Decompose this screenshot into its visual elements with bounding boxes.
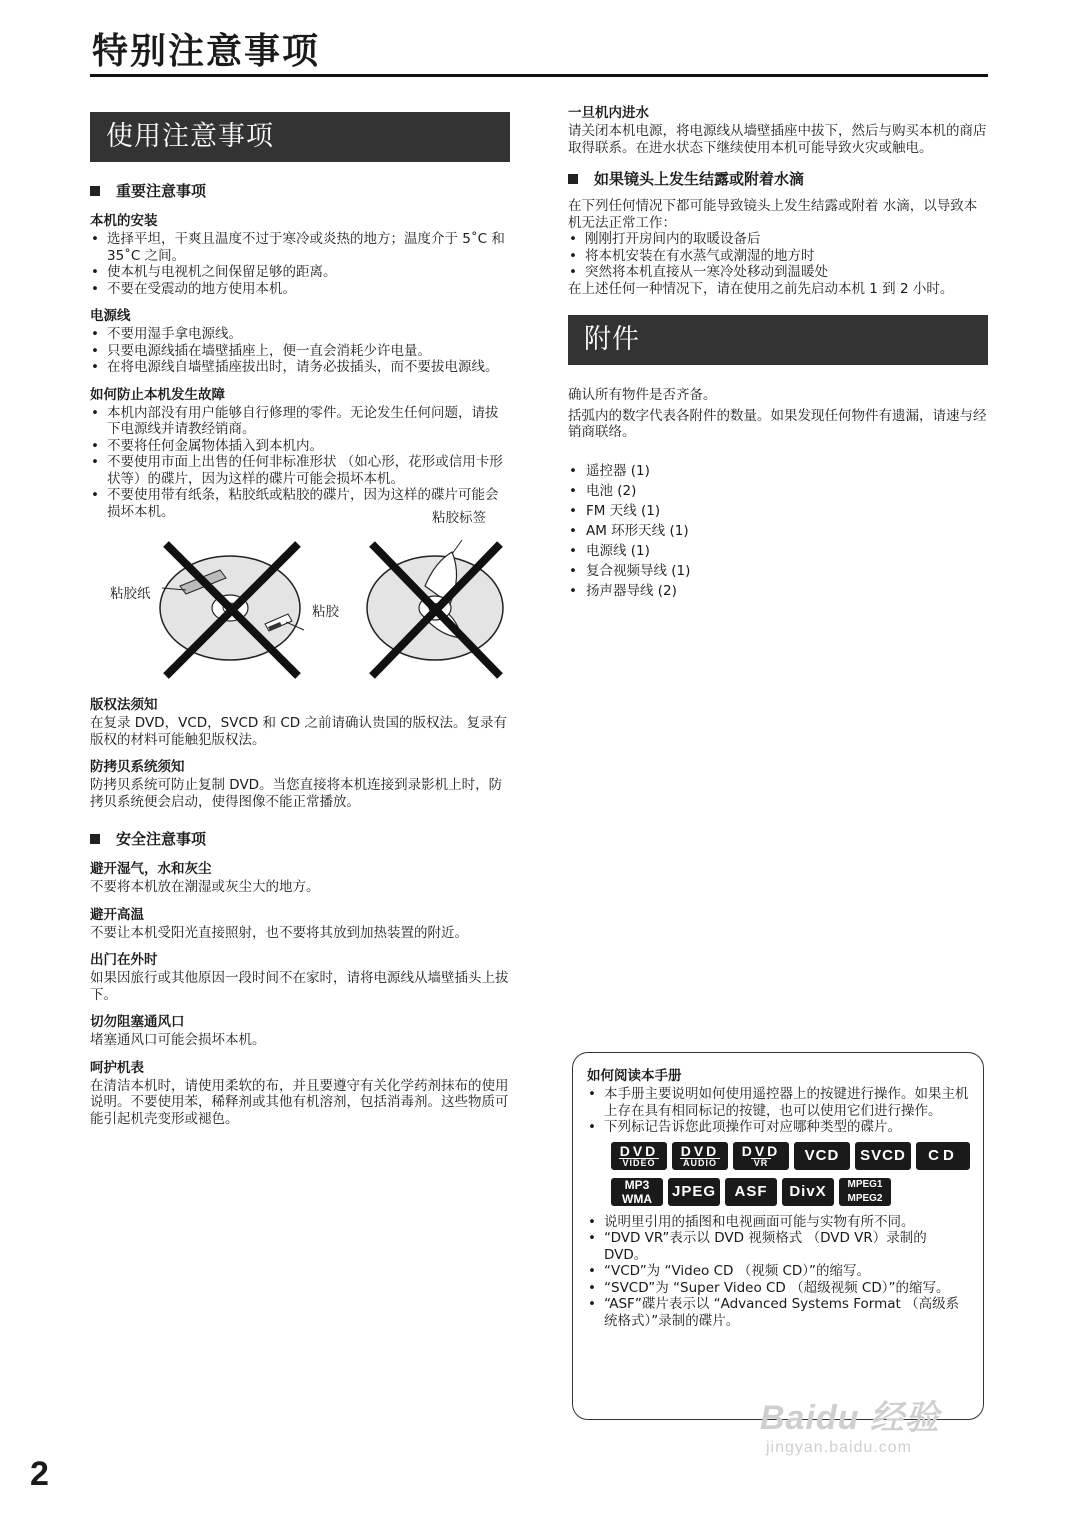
list-item: • 电池 (2) (568, 481, 988, 501)
heading-heat: 避开高温 (90, 906, 144, 923)
list-item: • “SVCD”为 “Super Video CD （超级视频 CD）”的缩写。 (587, 1280, 971, 1297)
square-bullet-icon (90, 834, 100, 844)
list-item: • 电源线 (1) (568, 541, 988, 561)
page-number: 2 (30, 1455, 49, 1493)
square-bullet-icon (568, 174, 578, 184)
badge-mp3-wma: MP3 WMA (611, 1178, 663, 1206)
accessories-list (568, 461, 988, 601)
list-item: • 刚刚打开房间内的取暖设备后 (568, 231, 988, 248)
prevent-list (90, 405, 510, 521)
condensation-outro: 在上述任何一种情况下，请在使用之前先启动本机 1 到 2 小时。 (568, 280, 954, 297)
vent-text: 堵塞通风口可能会损坏本机。 (90, 1032, 266, 1048)
badge-vcd: VCD (794, 1142, 850, 1170)
section-title-accessories: 附件 (568, 315, 988, 365)
heading-howto: 如何阅读本手册 (587, 1068, 682, 1084)
disc-with-tape-icon (160, 544, 304, 676)
accessories-p2: 括弧内的数字代表各附件的数量。如果发现任何物件有遗漏，请速与经销商联络。 (568, 407, 987, 440)
label-sticker: 粘胶标签 (432, 510, 486, 526)
list-item: • 不要将任何金属物体插入到本机内。 (90, 438, 510, 455)
list-item: • 只要电源线插在墙壁插座上，便一直会消耗少许电量。 (90, 343, 510, 360)
heading-copyright: 版权法须知 (90, 697, 158, 713)
list-item: • 本手册主要说明如何使用遥控器上的按键进行操作。如果主机上存在具有相同标记的按键，也可以使用它们进行操作。 (587, 1086, 971, 1119)
list-item: • 选择平坦，干爽且温度不过于寒冷或炎热的地方；温度介于 5˚C 和 35˚C 之间。 (90, 231, 510, 264)
accessories-p1: 确认所有物件是否齐备。 (568, 387, 717, 403)
heading-power: 电源线 (90, 308, 131, 324)
badge-divx: DivX (782, 1178, 834, 1206)
list-item: • “ASF”碟片表示以 “Advanced Systems Format （高级系统格式）”录制的碟片。 (587, 1296, 971, 1329)
heading-important: 重要注意事项 (90, 180, 510, 202)
disc-illustration (90, 526, 510, 686)
badge-jpeg: JPEG (668, 1178, 720, 1206)
badge-cd: CD (916, 1142, 970, 1170)
heat-text: 不要让本机受阳光直接照射，也不要将其放到加热装置的附近。 (90, 924, 468, 941)
list-item: • 不要使用带有纸条，粘胶纸或粘胶的碟片，因为这样的碟片可能会损坏本机。 (90, 487, 510, 520)
list-item: • 将本机安装在有水蒸气或潮湿的地方时 (568, 248, 988, 265)
list-item: • “DVD VR”表示以 DVD 视频格式 （DVD VR）录制的 DVD。 (587, 1230, 971, 1263)
list-item: • 说明里引用的插图和电视画面可能与实物有所不同。 (587, 1214, 971, 1231)
list-item: • 遥控器 (1) (568, 461, 988, 481)
heading-care: 呵护机表 (90, 1059, 144, 1076)
label-glue: 粘胶 (312, 604, 339, 620)
title-rule (90, 74, 988, 77)
badge-svcd: SVCD (855, 1142, 911, 1170)
list-item: • 突然将本机直接从一寒冷处移动到温暖处 (568, 264, 988, 281)
heading-moisture: 避开湿气，水和灰尘 (90, 861, 212, 877)
heading-copyguard: 防拷贝系统须知 (90, 759, 185, 775)
copyright-text: 在复录 DVD，VCD，SVCD 和 CD 之前请确认贵国的版权法。复录有版权的材料可能触犯版权法。 (90, 715, 507, 748)
badge-row-1 (611, 1142, 971, 1170)
label-tape: 粘胶纸 (110, 586, 151, 602)
copyguard-text: 防拷贝系统可防止复制 DVD。当您直接将本机连接到录影机上时，防拷贝系统便会启动，使得图像不能正常播放。 (90, 777, 503, 810)
howto-list-bottom (587, 1214, 971, 1330)
heading-away: 出门在外时 (90, 952, 158, 968)
heading-safety: 安全注意事项 (90, 828, 510, 850)
badge-dvd-vr: DVD VR (733, 1142, 789, 1170)
badge-asf: ASF (725, 1178, 777, 1206)
watermark (760, 1390, 940, 1457)
square-bullet-icon (90, 186, 100, 196)
list-item: • 本机内部没有用户能够自行修理的零件。无论发生任何问题，请拔下电源线并请教经销商。 (90, 405, 510, 438)
list-item: • 复合视频导线 (1) (568, 561, 988, 581)
disc-with-label-icon (367, 540, 503, 676)
condensation-list (568, 231, 988, 281)
list-item: • 使本机与电视机之间保留足够的距离。 (90, 264, 510, 281)
power-list (90, 326, 510, 376)
list-item: • 不要在受震动的地方使用本机。 (90, 281, 510, 298)
list-item: • 下列标记告诉您此项操作可对应哪种类型的碟片。 (587, 1119, 971, 1136)
page-title: 特别注意事项 (92, 31, 321, 72)
heading-install: 本机的安装 (90, 213, 158, 229)
right-column (568, 104, 988, 601)
left-column (90, 112, 510, 1127)
badge-row-2 (611, 1178, 971, 1206)
list-item: • 在将电源线自墙壁插座拔出时，请务必拔插头，而不要拔电源线。 (90, 359, 510, 376)
watermark-url: jingyan.baidu.com (766, 1439, 912, 1456)
howto-box (572, 1052, 984, 1420)
list-item: • AM 环形天线 (1) (568, 521, 988, 541)
list-item: • FM 天线 (1) (568, 501, 988, 521)
badge-dvd-video: DVD VIDEO (611, 1142, 667, 1170)
install-list (90, 231, 510, 297)
condensation-intro: 在下列任何情况下都可能导致镜头上发生结露或附着 水滴，以导致本机无法正常工作： (568, 198, 978, 231)
badge-mpeg: MPEG1 MPEG2 (839, 1178, 891, 1206)
away-text: 如果因旅行或其他原因一段时间不在家时，请将电源线从墙壁插头上拔下。 (90, 970, 509, 1003)
heading-vent: 切勿阻塞通风口 (90, 1014, 185, 1030)
list-item: • 扬声器导线 (2) (568, 581, 988, 601)
heading-prevent: 如何防止本机发生故障 (90, 386, 225, 403)
disc-badges (611, 1142, 971, 1206)
section-title-precautions: 使用注意事项 (90, 112, 510, 162)
list-item: • “VCD”为 “Video CD （视频 CD）”的缩写。 (587, 1263, 971, 1280)
list-item: • 不要使用市面上出售的任何非标准形状 （如心形，花形或信用卡形状等）的碟片，因为这样的碟片可能会损坏本机。 (90, 454, 510, 487)
watermark-logo: Baidu 经验 (760, 1399, 940, 1437)
howto-list-top (587, 1086, 971, 1136)
badge-dvd-audio: DVD AUDIO (672, 1142, 728, 1170)
care-text: 在清洁本机时，请使用柔软的布，并且要遵守有关化学药剂抹布的使用说明。不要使用苯，稀释剂或其他有机溶剂，包括消毒剂。这些物质可能引起机壳变形或褪色。 (90, 1077, 509, 1127)
water-text: 请关闭本机电源，将电源线从墙壁插座中拔下，然后与购买本机的商店取得联系。在进水状态下继续使用本机可能导致火灾或触电。 (568, 123, 987, 156)
heading-water: 一旦机内进水 (568, 105, 649, 121)
moisture-text: 不要将本机放在潮湿或灰尘大的地方。 (90, 879, 320, 895)
disc-warning-figure (90, 510, 510, 686)
list-item: • 不要用湿手拿电源线。 (90, 326, 510, 343)
heading-condensation: 如果镜头上发生结露或附着水滴 (568, 168, 988, 190)
